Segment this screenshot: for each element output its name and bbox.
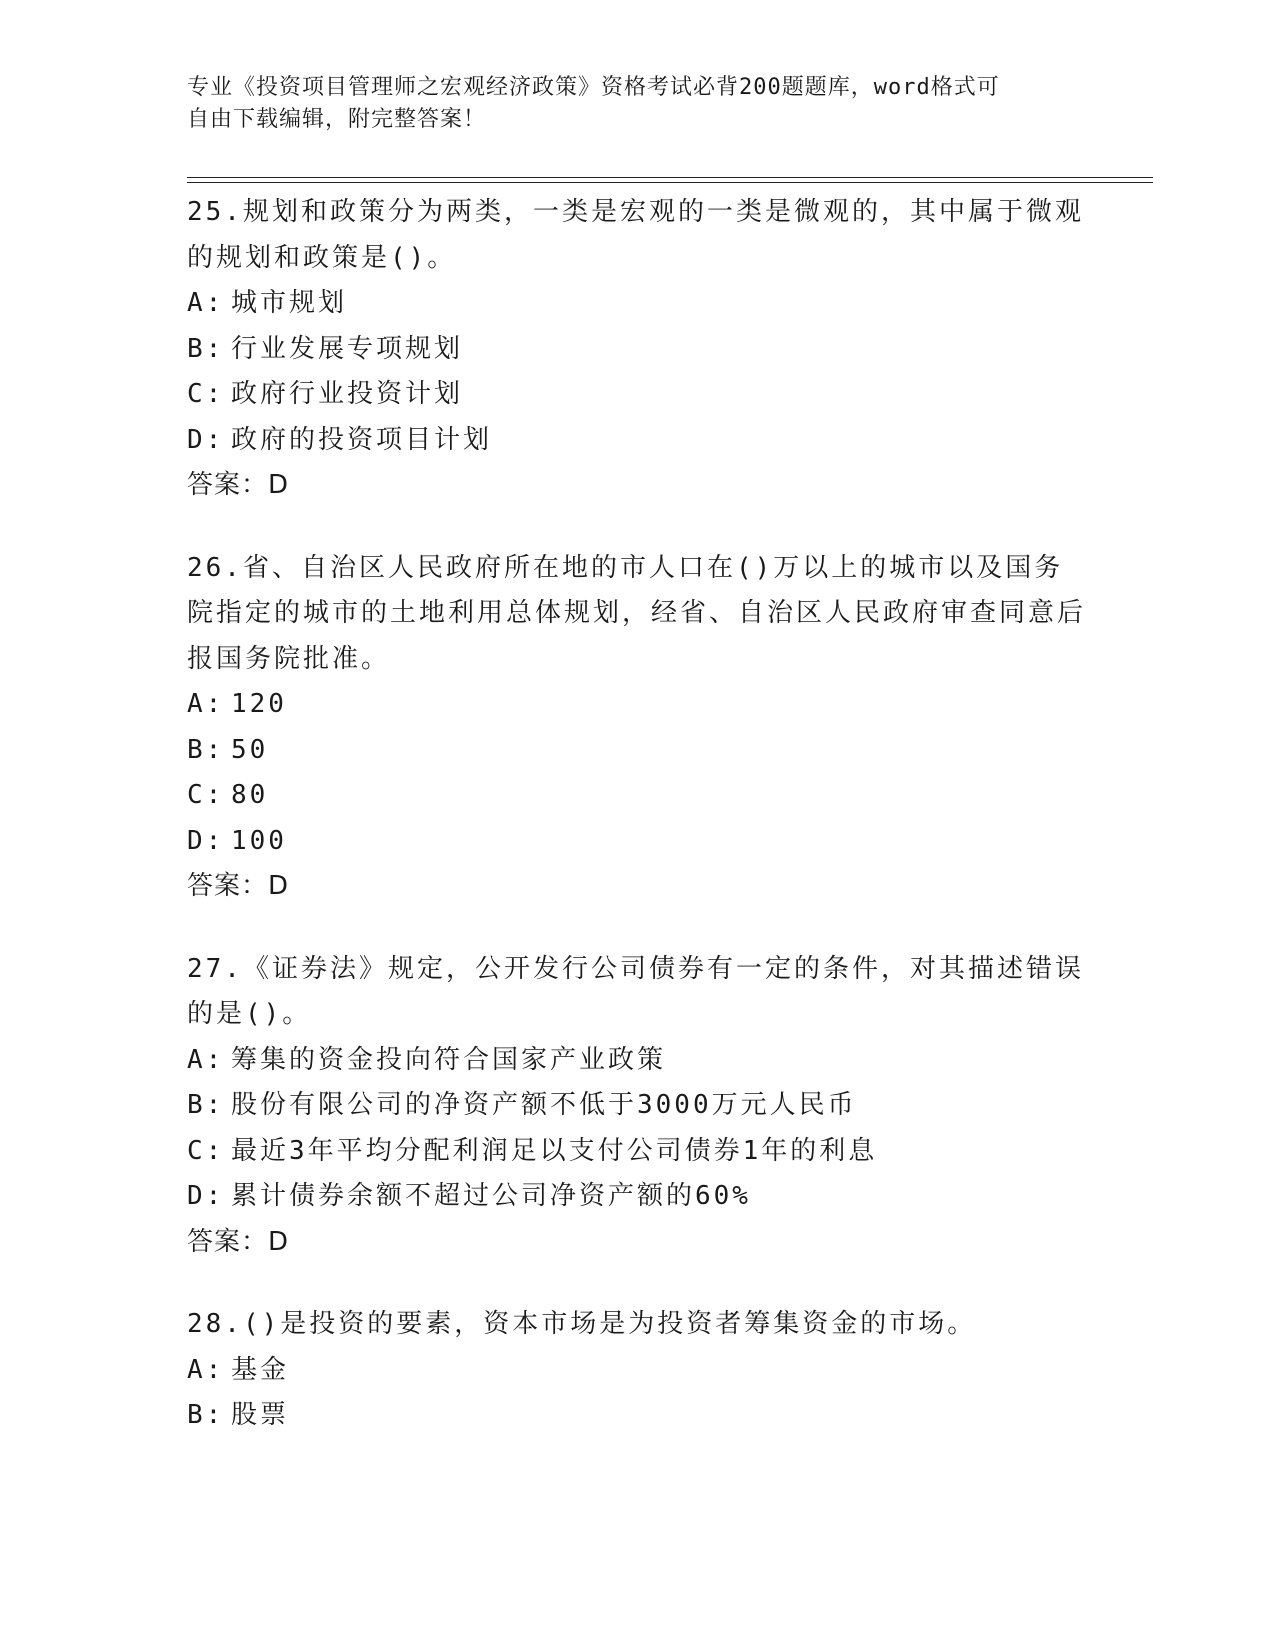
question-stem: 25.规划和政策分为两类，一类是宏观的一类是微观的，其中属于微观的规划和政策是()。 bbox=[187, 197, 1084, 273]
document-header bbox=[187, 72, 1067, 136]
option-letter: C: bbox=[187, 1135, 225, 1166]
option-c bbox=[187, 1129, 1087, 1175]
option-text: 筹集的资金投向符合国家产业政策 bbox=[231, 1044, 667, 1075]
option-letter: B: bbox=[187, 1400, 225, 1430]
question-25 bbox=[187, 190, 1087, 509]
option-a bbox=[187, 281, 1087, 327]
question-28 bbox=[187, 1302, 1087, 1439]
option-text: 80 bbox=[231, 780, 269, 810]
option-text: 最近3年平均分配利润足以支付公司债券1年的利息 bbox=[231, 1135, 878, 1166]
answer-label: 答案：D bbox=[187, 1226, 290, 1257]
option-letter: C: bbox=[187, 780, 225, 810]
option-text: 政府的投资项目计划 bbox=[231, 424, 493, 455]
option-text: 政府行业投资计划 bbox=[231, 379, 464, 409]
option-text: 行业发展专项规划 bbox=[231, 333, 464, 364]
option-letter: C: bbox=[187, 379, 225, 409]
option-letter: A: bbox=[187, 288, 225, 318]
option-d bbox=[187, 819, 1087, 865]
option-letter: B: bbox=[187, 734, 225, 765]
option-letter: A: bbox=[187, 689, 225, 719]
option-a bbox=[187, 682, 1087, 728]
option-letter: D: bbox=[187, 825, 225, 856]
option-letter: B: bbox=[187, 1090, 225, 1120]
header-title-line-2: 自由下载编辑，附完整答案！ bbox=[187, 107, 487, 132]
option-text: 50 bbox=[231, 734, 269, 765]
option-b bbox=[187, 728, 1087, 774]
option-text: 股份有限公司的净资产额不低于3000万元人民币 bbox=[231, 1090, 857, 1120]
option-text: 100 bbox=[231, 825, 287, 856]
header-title-line-1: 专业《投资项目管理师之宏观经济政策》资格考试必背200题题库，word格式可 bbox=[187, 75, 1000, 100]
option-d bbox=[187, 418, 1087, 464]
question-stem: 27.《证券法》规定，公开发行公司债券有一定的条件，对其描述错误的是()。 bbox=[187, 953, 1084, 1029]
header-divider-bottom bbox=[187, 182, 1153, 183]
option-text: 累计债券余额不超过公司净资产额的60% bbox=[231, 1181, 751, 1211]
question-stem: 26.省、自治区人民政府所在地的市人口在()万以上的城市以及国务院指定的城市的土地利用总体规划，经省、自治区人民政府审查同意后报国务院批准。 bbox=[187, 552, 1087, 674]
option-letter: D: bbox=[187, 1181, 225, 1211]
question-27 bbox=[187, 947, 1087, 1266]
option-text: 股票 bbox=[231, 1400, 290, 1430]
option-c bbox=[187, 773, 1087, 819]
option-letter: A: bbox=[187, 1354, 225, 1385]
header-divider-top bbox=[187, 177, 1153, 178]
option-letter: A: bbox=[187, 1044, 225, 1075]
option-a bbox=[187, 1348, 1087, 1394]
option-text: 120 bbox=[231, 689, 287, 719]
answer-label: 答案：D bbox=[187, 871, 290, 901]
question-list bbox=[187, 190, 1087, 1476]
answer-label: 答案：D bbox=[187, 470, 290, 500]
option-letter: B: bbox=[187, 333, 225, 364]
option-c bbox=[187, 372, 1087, 418]
option-d bbox=[187, 1174, 1087, 1220]
option-b bbox=[187, 327, 1087, 373]
option-text: 城市规划 bbox=[231, 288, 348, 318]
option-b bbox=[187, 1393, 1087, 1439]
option-letter: D: bbox=[187, 424, 225, 455]
option-a bbox=[187, 1038, 1087, 1084]
option-text: 基金 bbox=[231, 1354, 290, 1385]
question-stem: 28.()是投资的要素，资本市场是为投资者筹集资金的市场。 bbox=[187, 1309, 977, 1339]
question-26 bbox=[187, 546, 1087, 910]
option-b bbox=[187, 1083, 1087, 1129]
